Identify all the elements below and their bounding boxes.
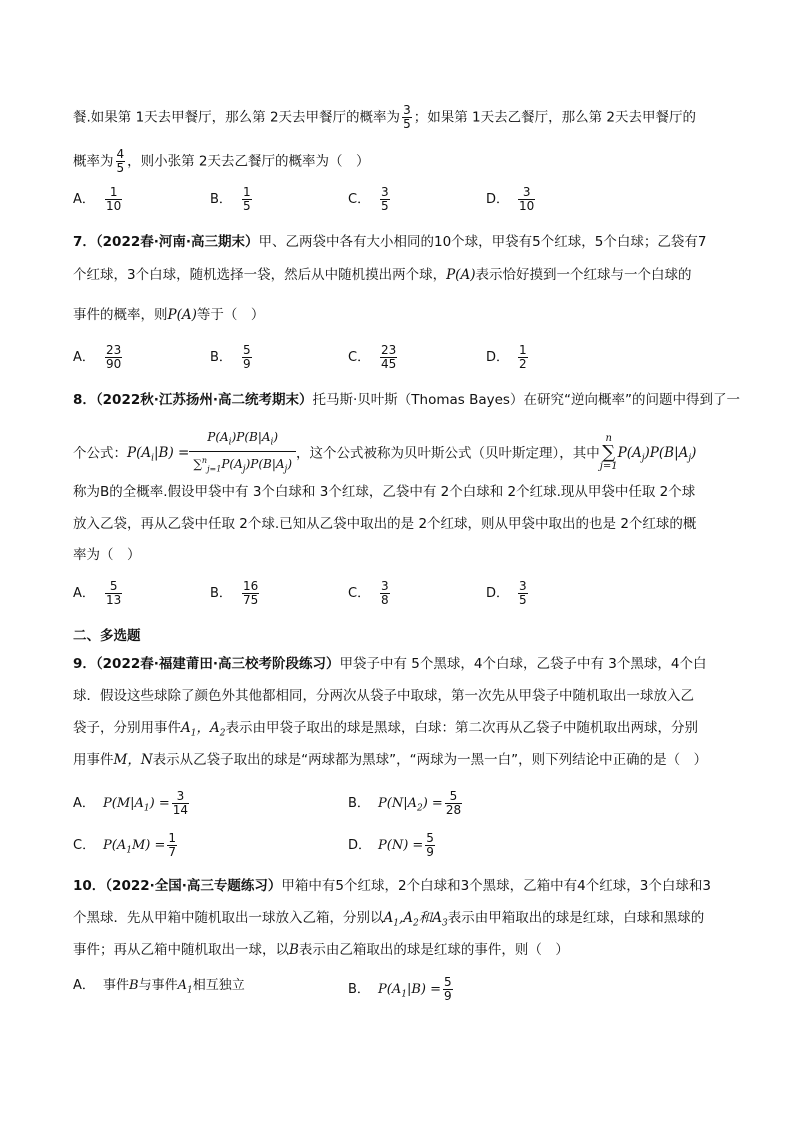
q8-line-4: 放入乙袋，再从乙袋中任取 2个球.已知从乙袋中取出的是 2个红球，则从甲袋中取出的也是 2个红球的概: [73, 516, 697, 532]
q6-text: 餐.如果第 1天去甲餐厅，那么第 2天去甲餐厅的概率为: [73, 109, 401, 126]
q8-option-c: C． $\frac{3}{8}$: [348, 579, 389, 607]
math-expression: M，N: [113, 752, 153, 768]
q10-line-2: 个黑球．先从甲箱中随机取出一球放入乙箱，分别以$A_1,A_2$和$A_3$表示由甲箱取出的球是红球，白球和黑球的: [73, 910, 705, 929]
q10-line-3: 事件；再从乙箱中随机取出一球，以B表示由乙箱取出的球是红球的事件，则（ ）: [73, 942, 569, 958]
question-source: （2022春·福建莆田·高三校考阶段练习）: [95, 656, 340, 672]
q6-option-a: A． $\frac{1}{10}$: [73, 185, 122, 213]
bayes-formula: $P(A_i|B)$ =: [127, 445, 190, 465]
sum-expression: $P(A_j)P(B|A_j)$: [617, 445, 697, 465]
q7-option-d: D． $\frac{1}{2}$: [486, 343, 527, 371]
q9-option-b: B． $P(N|A_2)$ = $\frac{5}{28}$: [348, 789, 462, 817]
sum-symbol: n ∑ j=1: [599, 433, 618, 473]
question-source: （2022·全国·高三专题练习）: [105, 878, 282, 894]
q9-text: 甲袋子中有 5个黑球，4个白球，乙袋子中有 3个黑球，4个白: [339, 656, 707, 672]
math-expression: B: [289, 942, 299, 958]
q7-line-2: 个红球，3个白球，随机选择一袋，然后从中随机摸出两个球，P(A)表示恰好摸到一个红球与一个白球的: [73, 267, 692, 283]
question-number: 10．: [73, 878, 106, 894]
q8-text: 托马斯·贝叶斯（Thomas Bayes）在研究“逆向概率”的问题中得到了一: [312, 392, 740, 408]
q8-line-1: [73, 390, 740, 410]
q7-text: 甲、乙两袋中各有大小相同的10个球，甲袋有5个红球，5个白球；乙袋有7: [258, 234, 707, 250]
q9-option-a: A． $P(M|A_1)$ = $\frac{3}{14}$: [73, 789, 189, 817]
math-expression: $A_1,A_2$和$A_3$: [383, 910, 448, 929]
section-heading: 二、多选题: [73, 628, 141, 644]
q6-option-c: C． $\frac{3}{5}$: [348, 185, 389, 213]
q10-line-1: [73, 876, 711, 896]
q8-line-3: 称为B的全概率.假设甲袋中有 3个白球和 3个红球，乙袋中有 2个白球和 2个红球.现从甲袋中任取 2个球: [73, 484, 696, 500]
fraction: $\frac{3}{5}$: [403, 103, 411, 131]
q7-option-c: C． $\frac{23}{45}$: [348, 343, 397, 371]
q8-option-b: B． $\frac{16}{75}$: [210, 579, 259, 607]
q6-text: ；如果第 1天去乙餐厅，那么第 2天去甲餐厅的: [413, 109, 696, 126]
bayes-fraction: $\frac{P(A_i)P(B|A_i)}{\sum^n_{j=1}P(A_j)P(B|A_j)}$: [189, 428, 296, 479]
q9-option-c: C． $P(A_1M)$ = $\frac{1}{7}$: [73, 831, 177, 859]
question-number: 9．: [73, 656, 96, 672]
q6-line-1: [73, 104, 696, 131]
q9-line-3: 袋子，分别用事件$A_1$，$A_2$表示由甲袋子取出的球是黑球，白球：第二次再从乙袋子中随机取出两球，分别: [73, 720, 698, 739]
question-number: 7．: [73, 234, 96, 250]
q7-line-1: [73, 232, 706, 252]
math-expression: P(A): [446, 267, 476, 283]
q6-text: ，则小张第 2天去乙餐厅的概率为（ ）: [127, 153, 370, 170]
question-number: 8．: [73, 392, 96, 408]
q6-option-b: B． $\frac{1}{5}$: [210, 185, 251, 213]
question-source: （2022秋·江苏扬州·高二统考期末）: [95, 392, 313, 408]
q8-option-d: D． $\frac{3}{5}$: [486, 579, 527, 607]
q7-line-3: 事件的概率，则P(A)等于（ ）: [73, 307, 265, 323]
q8-line-5: 率为（ ）: [73, 547, 141, 563]
q9-option-d: D． P(N) = $\frac{5}{9}$: [348, 831, 434, 859]
math-expression: P(A): [167, 307, 197, 323]
q9-line-2: 球．假设这些球除了颜色外其他都相同，分两次从袋子中取球，第一次先从甲袋子中随机取出一球放入乙: [73, 688, 694, 704]
q9-line-1: [73, 654, 706, 674]
question-source: （2022春·河南·高三期末）: [95, 234, 259, 250]
q10-option-b: B． $P(A_1|B)$ = $\frac{5}{9}$: [348, 975, 452, 1003]
q9-line-4: 用事件M，N表示从乙袋子取出的球是“两球都为黑球”，“两球为一黑一白”，则下列结论中正确的是（ ）: [73, 752, 708, 768]
q7-option-a: A． $\frac{23}{90}$: [73, 343, 122, 371]
q6-text: 概率为: [73, 153, 114, 170]
q7-option-b: B． $\frac{5}{9}$: [210, 343, 251, 371]
q6-line-2: [73, 148, 370, 175]
q8-option-a: A． $\frac{5}{13}$: [73, 579, 122, 607]
q8-line-2: 个公式：$P(A_i|B)$ = $\frac{P(A_i)P(B|A_i)}{\sum^n_{j=1}P(A_j)P(B|A_j)}$ ，这个公式被称为贝叶斯公式（贝叶斯定理），其中n ∑ $j=1P(A_j)P(B|A_j)$: [73, 428, 696, 468]
q6-option-d: D． $\frac{3}{10}$: [486, 185, 535, 213]
math-expression: $A_1$，$A_2$: [181, 720, 226, 739]
q10-text: 甲箱中有5个红球，2个白球和3个黑球，乙箱中有4个红球，3个白球和3: [281, 878, 711, 894]
fraction: $\frac{4}{5}$: [116, 147, 125, 175]
q10-option-a: A． 事件B与事件$A_1$相互独立: [73, 978, 245, 996]
